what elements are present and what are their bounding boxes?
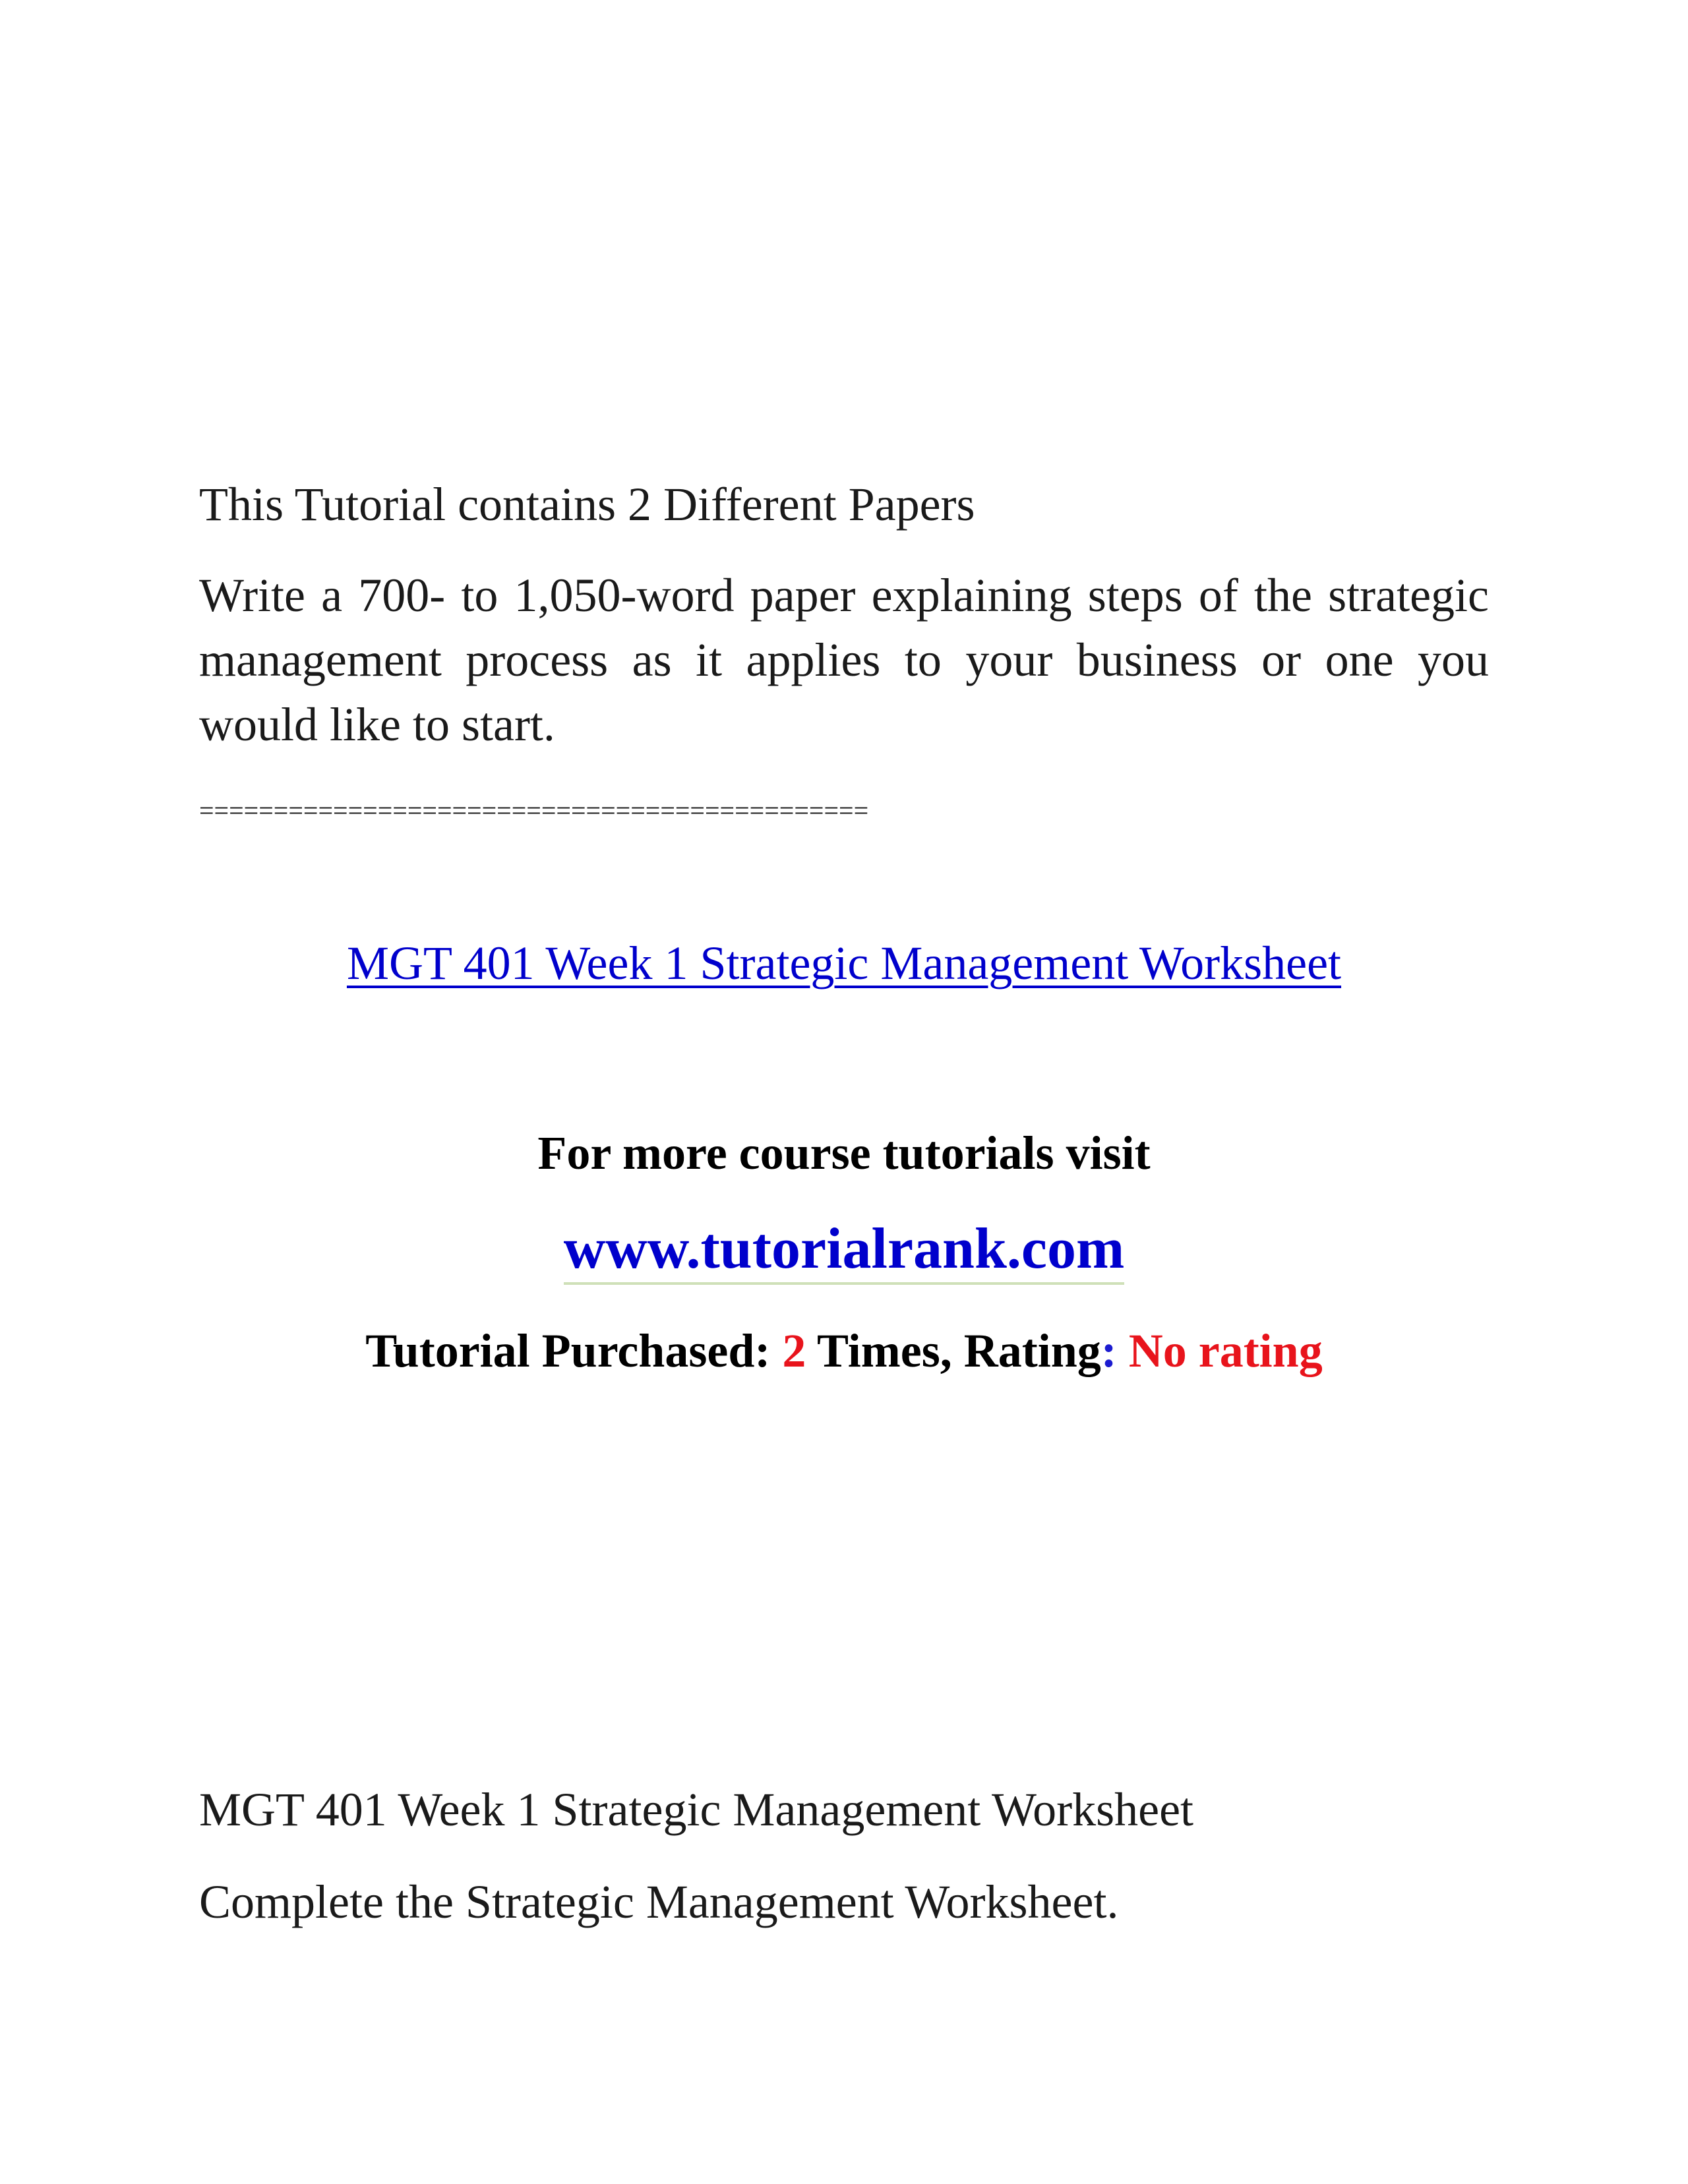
purchase-info xyxy=(0,1318,1688,1383)
section-instruction: Complete the Strategic Management Worksheet. xyxy=(199,1875,1119,1928)
visit-label: For more course tutorials visit xyxy=(537,1127,1151,1179)
times-rating-label: Times, Rating xyxy=(806,1324,1101,1377)
rating-value: No rating xyxy=(1116,1324,1323,1377)
product-title-link[interactable]: MGT 401 Week 1 Strategic Management Worksheet xyxy=(346,937,1342,989)
section-title: MGT 401 Week 1 Strategic Management Worksheet xyxy=(199,1783,1194,1836)
site-link[interactable]: www.tutorialrank.com xyxy=(564,1217,1125,1285)
tutorial-contains-text: This Tutorial contains 2 Different Papers xyxy=(199,478,975,531)
site-link-line xyxy=(0,1213,1688,1285)
assignment-description: Write a 700- to 1,050-word paper explaining steps of the strategic management process as it applies to your business or one you would like to start. xyxy=(199,569,1489,751)
rating-colon: : xyxy=(1100,1324,1117,1377)
purchased-label: Tutorial Purchased: xyxy=(365,1324,783,1377)
separator-line: ============================================= xyxy=(199,796,869,825)
purchased-count: 2 xyxy=(782,1324,806,1377)
